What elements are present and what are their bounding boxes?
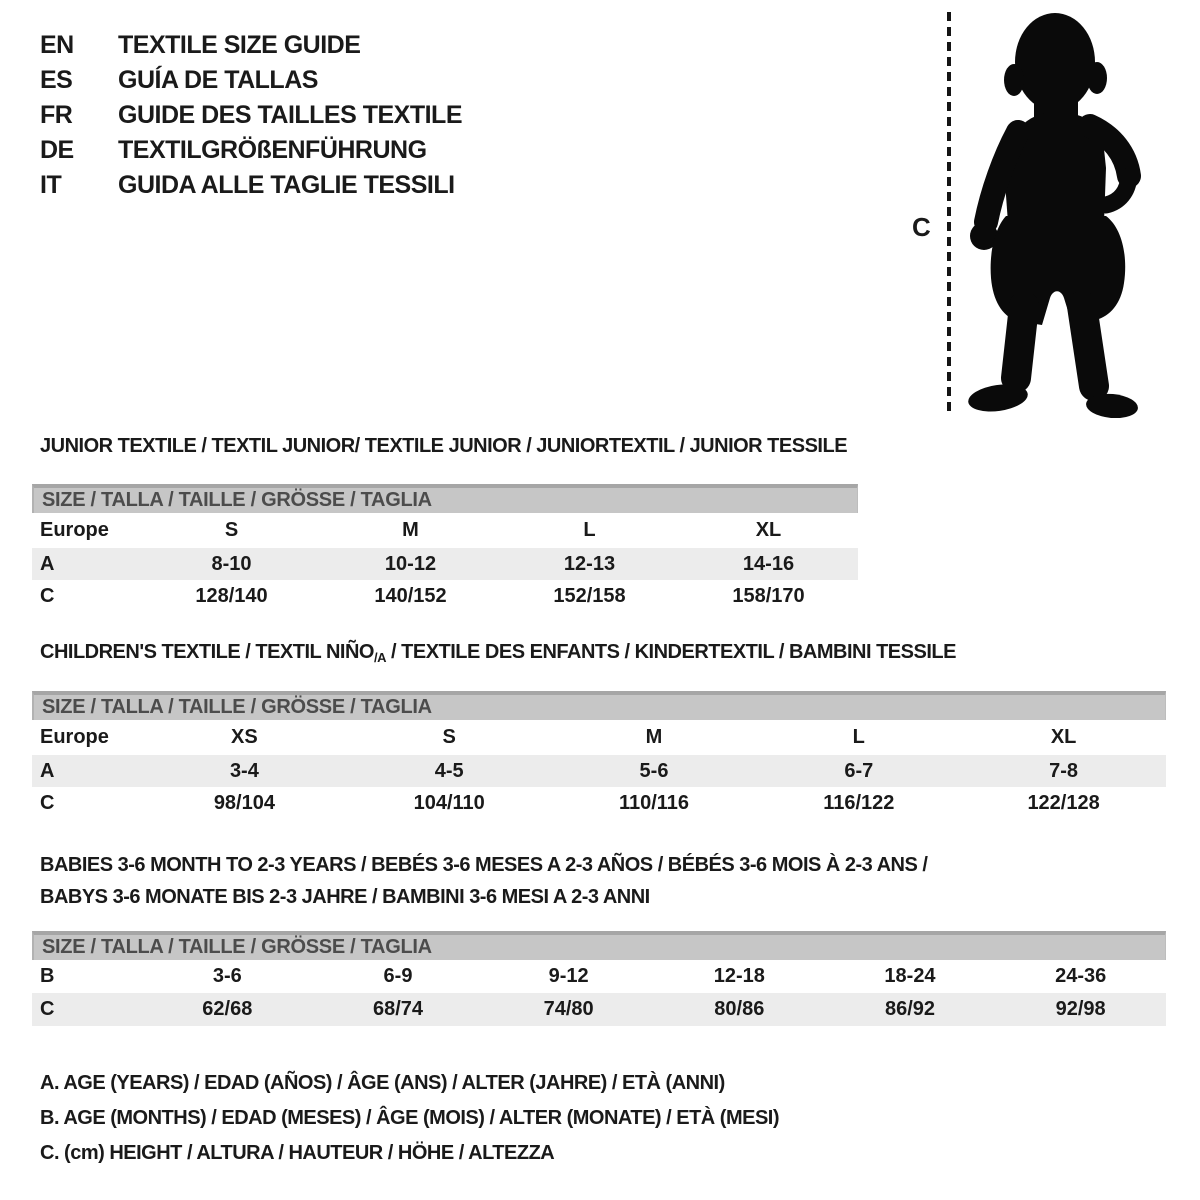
table-cell: 10-12 — [384, 552, 437, 575]
table-row-age — [32, 548, 858, 580]
language-code: EN — [40, 31, 74, 59]
height-measure-label: C — [912, 212, 931, 242]
table-cell: 128/140 — [195, 584, 268, 607]
children-column-header-row — [32, 720, 1166, 755]
row-label: C — [40, 584, 55, 607]
table-cell: 110/116 — [618, 791, 690, 814]
size-column-header: L — [852, 726, 865, 748]
table-cell: 116/122 — [823, 791, 895, 814]
children-section-title — [40, 641, 956, 665]
language-code: DE — [40, 136, 74, 164]
guide-title-en: TEXTILE SIZE GUIDE — [118, 31, 361, 59]
row-label: C — [40, 998, 55, 1020]
size-column-header: L — [583, 519, 596, 541]
table-cell: 152/158 — [553, 584, 626, 607]
table-cell: 74/80 — [543, 998, 594, 1020]
table-cell: 6-9 — [383, 965, 413, 987]
size-column-header: XL — [1050, 726, 1077, 748]
measure-legend — [40, 1066, 779, 1171]
babies-title-line2: BABYS 3-6 MONATE BIS 2-3 JAHRE / BAMBINI 3-6 MESI A 2-3 ANNI — [40, 886, 650, 908]
babies-title-line1: BABIES 3-6 MONTH TO 2-3 YEARS / BEBÉS 3-6 MESES A 2-3 AÑOS / BÉBÉS 3-6 MOIS À 2-3 ANS / — [40, 854, 928, 876]
table-cell: 9-12 — [548, 965, 589, 987]
table-row-height — [32, 993, 1166, 1026]
guide-title-it: GUIDA ALLE TAGLIE TESSILI — [118, 171, 455, 199]
table-cell: 24-36 — [1055, 965, 1107, 987]
size-column-header: M — [402, 519, 419, 541]
table-cell: 104/110 — [413, 791, 485, 814]
language-row-en — [40, 28, 462, 63]
region-header: Europe — [40, 726, 109, 748]
table-cell: 98/104 — [213, 791, 275, 814]
size-column-header: M — [645, 726, 663, 748]
children-title-text: / TEXTILE DES ENFANTS / KINDERTEXTIL / BAMBINI TESSILE — [385, 641, 956, 663]
language-row-fr — [40, 98, 462, 133]
table-cell: 62/68 — [202, 998, 253, 1020]
size-column-header: XL — [755, 519, 782, 541]
table-cell: 4-5 — [434, 759, 464, 782]
table-cell: 12-13 — [563, 552, 616, 575]
table-cell: 14-16 — [742, 552, 795, 575]
guide-title-es: GUÍA DE TALLAS — [118, 66, 318, 94]
language-code: IT — [40, 171, 62, 199]
language-code: FR — [40, 101, 73, 129]
table-row-months — [32, 960, 1166, 993]
table-cell: 18-24 — [884, 965, 936, 987]
size-column-header: XS — [231, 726, 258, 748]
table-cell: 6-7 — [844, 759, 874, 782]
language-row-it — [40, 168, 462, 203]
babies-size-header-bar: SIZE / TALLA / TAILLE / GRÖSSE / TAGLIA — [32, 931, 1166, 960]
row-label: A — [40, 759, 55, 782]
table-cell: 12-18 — [713, 965, 765, 987]
row-label: C — [40, 791, 55, 814]
table-cell: 8-10 — [211, 552, 252, 575]
language-row-de — [40, 133, 462, 168]
language-code: ES — [40, 66, 73, 94]
language-row-es — [40, 63, 462, 98]
legend-line-c: C. (cm) HEIGHT / ALTURA / HAUTEUR / HÖHE / ALTEZZA — [40, 1142, 555, 1164]
row-label: A — [40, 552, 55, 575]
table-row-height — [32, 580, 858, 612]
table-cell: 140/152 — [374, 584, 447, 607]
table-row-height — [32, 787, 1166, 819]
row-label: B — [40, 965, 55, 987]
table-cell: 122/128 — [1027, 791, 1100, 814]
babies-size-table — [32, 931, 1166, 1026]
children-size-table — [32, 691, 1166, 819]
guide-title-de: TEXTILGRÖßENFÜHRUNG — [118, 136, 427, 164]
table-cell: 68/74 — [372, 998, 424, 1020]
babies-section-title — [40, 849, 927, 913]
table-cell: 80/86 — [714, 998, 765, 1020]
height-dashed-line — [947, 12, 951, 414]
guide-title-fr: GUIDE DES TAILLES TEXTILE — [118, 101, 463, 129]
legend-line-a: A. AGE (YEARS) / EDAD (AÑOS) / ÂGE (ANS) / ALTER (JAHRE) / ETÀ (ANNI) — [40, 1072, 725, 1094]
table-cell: 3-4 — [229, 759, 259, 782]
language-title-block — [40, 28, 462, 203]
children-title-suffix: /A — [373, 650, 386, 665]
table-cell: 92/98 — [1055, 998, 1106, 1020]
children-title-text: CHILDREN'S TEXTILE / TEXTIL NIÑO — [40, 641, 374, 663]
size-column-header: S — [224, 519, 239, 541]
junior-size-table — [32, 484, 858, 612]
region-header: Europe — [40, 519, 109, 541]
toddler-silhouette-icon — [960, 8, 1145, 418]
legend-line-b: B. AGE (MONTHS) / EDAD (MESES) / ÂGE (MOIS) / ALTER (MONATE) / ETÀ (MESI) — [40, 1107, 780, 1129]
size-column-header: S — [442, 726, 456, 748]
table-cell: 158/170 — [732, 584, 805, 607]
junior-section-title: JUNIOR TEXTILE / TEXTIL JUNIOR/ TEXTILE JUNIOR / JUNIORTEXTIL / JUNIOR TESSILE — [40, 435, 848, 457]
table-cell: 7-8 — [1049, 759, 1079, 782]
junior-size-header-bar: SIZE / TALLA / TAILLE / GRÖSSE / TAGLIA — [32, 484, 858, 513]
table-cell: 5-6 — [639, 759, 669, 782]
children-size-header-bar: SIZE / TALLA / TAILLE / GRÖSSE / TAGLIA — [32, 691, 1166, 720]
junior-column-header-row — [32, 513, 858, 548]
table-cell: 3-6 — [212, 965, 242, 987]
table-cell: 86/92 — [884, 998, 936, 1020]
table-row-age — [32, 755, 1166, 787]
